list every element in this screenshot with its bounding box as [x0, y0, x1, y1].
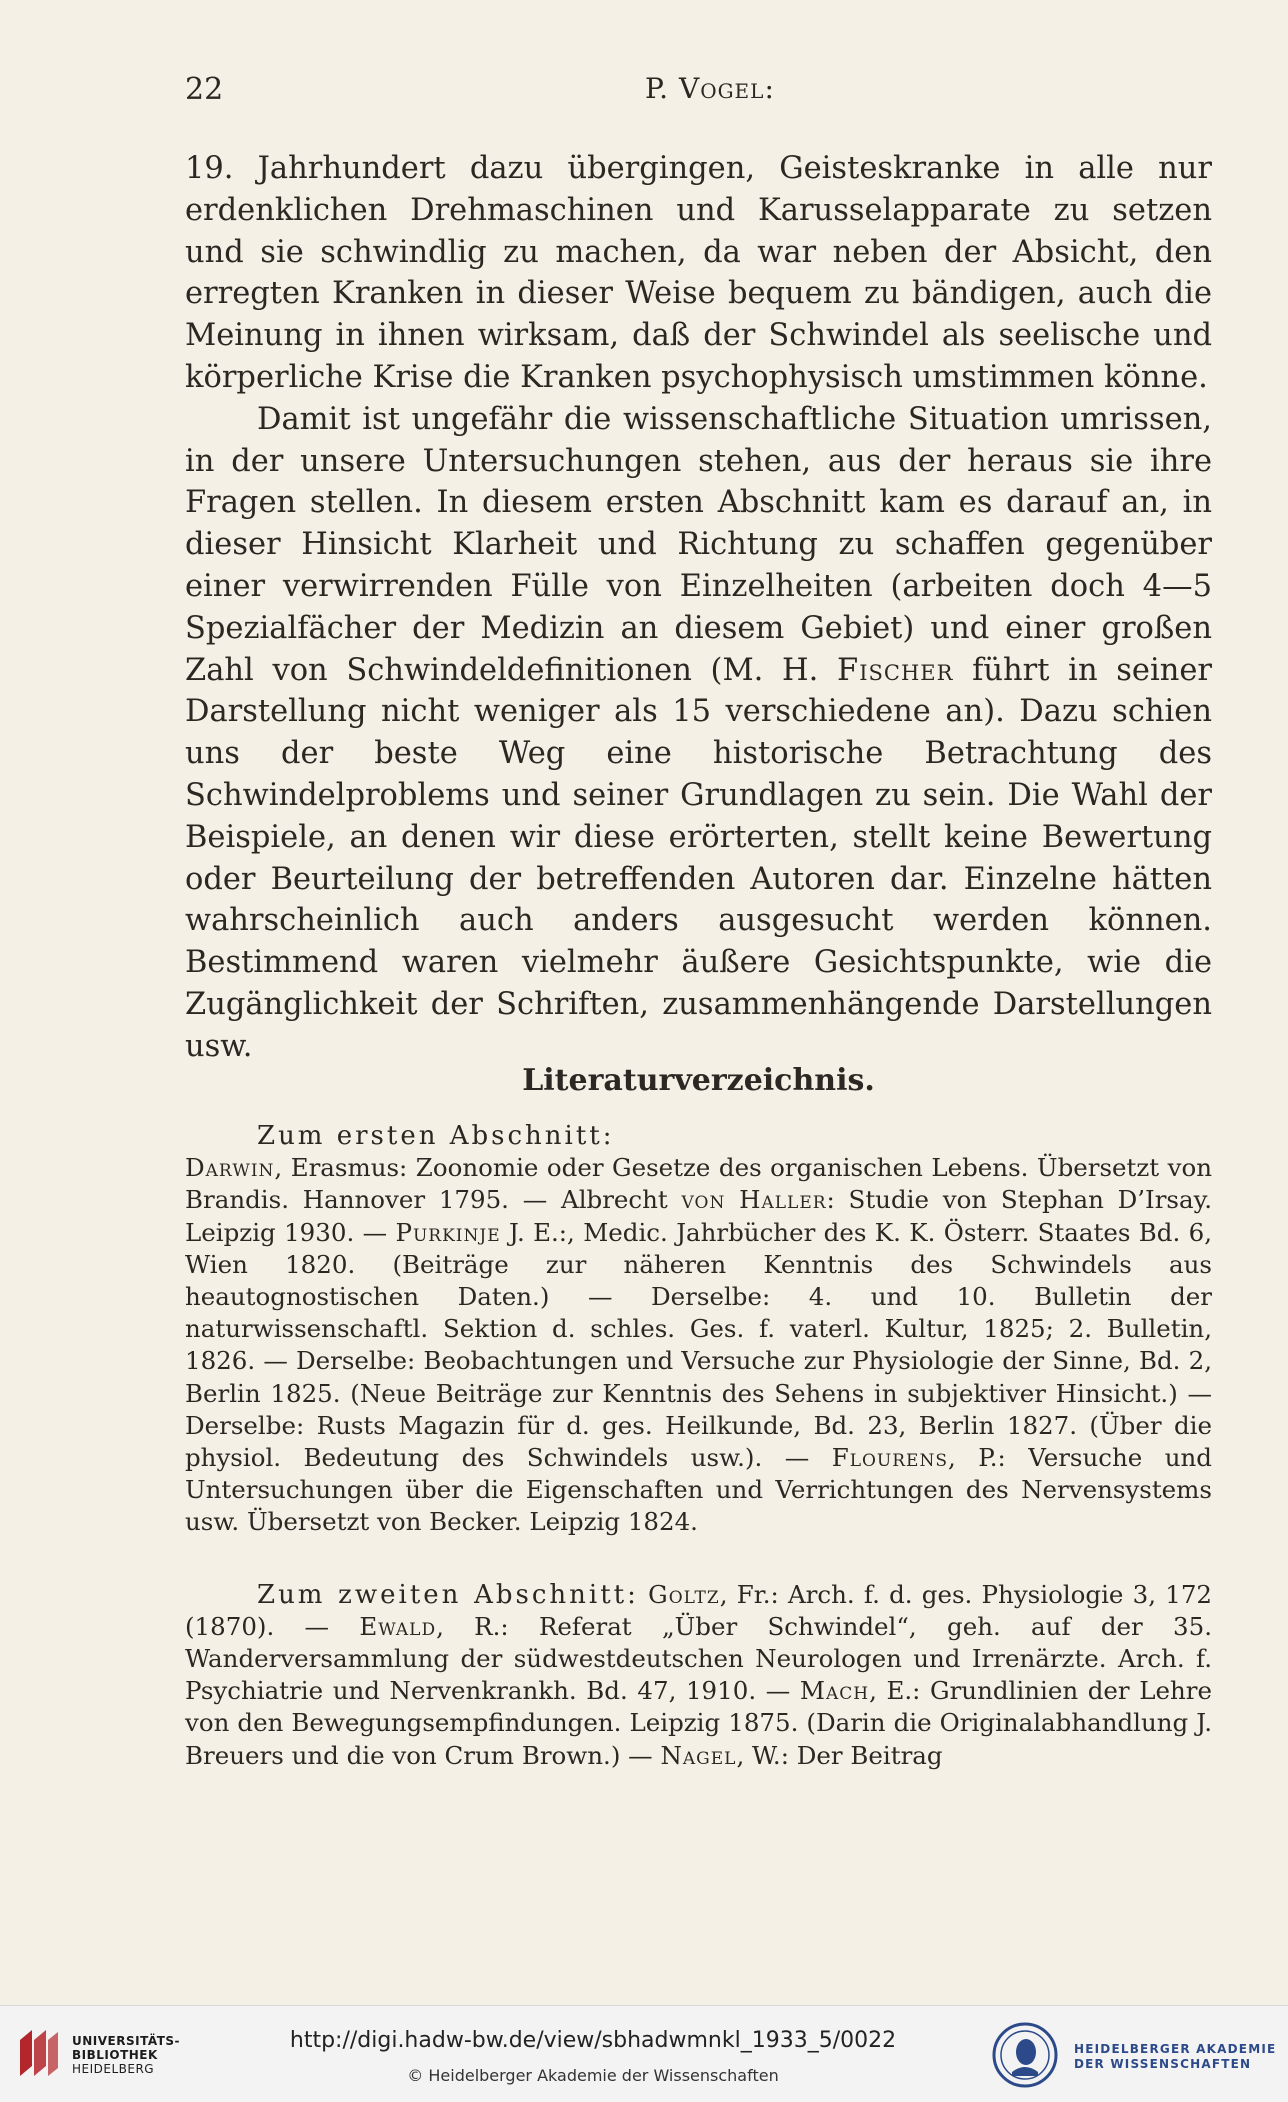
permalink-url[interactable]: http://digi.hadw-bw.de/view/sbhadwmnkl_1933_5/0022: [289, 2028, 897, 2053]
library-name-line-2: BIBLIOTHEK: [72, 2048, 158, 2062]
literature-list: [185, 1120, 1212, 1772]
academy-name-line-1: HEIDELBERGER AKADEMIE: [1074, 2042, 1277, 2056]
author-fischer: Fischer: [837, 652, 954, 688]
running-head: P. Vogel:: [645, 72, 775, 105]
library-name: [72, 2034, 180, 2076]
section-1-refs: [185, 1120, 1212, 1539]
section-2-label: Zum zweiten Abschnitt:: [257, 1579, 639, 1610]
paragraph-2-part-a: Damit ist ungefähr die wissenschaftliche Situation umrissen, in der unsere Untersuchungen stehen, aus der heraus sie ihre Fragen stellen. In diesem ersten Abschnitt kam es darauf an, in dieser Hinsicht Klarheit und Richtung zu schaffen gegenüber einer verwirrenden Fülle von Einzelheiten (arbeiten doch 4—5 Spezialfächer der Medizin an diesem Gebiet) und einer großen Zahl von Schwindeldefinitionen (M. H.: [185, 401, 1212, 688]
ref-text: , R.: Referat „Über Schwindel“, geh. auf der 35. Wanderversammlung der südwestdeutschen Neurologen und Irrenärzte. Arch. f. Psychiatrie und Nervenkrankh. Bd. 47, 1910. —: [185, 1611, 1212, 1706]
paragraph-1: 19. Jahrhundert dazu übergingen, Geisteskranke in alle nur erdenklichen Drehmaschinen und Karusselapparate zu setzen und sie schwindlig zu machen, da war neben der Absicht, den erregten Kranken in dieser Weise bequem zu bändigen, auch die Meinung in ihnen wirksam, daß der Schwindel als seelische und körperliche Krise die Kranken psychophysisch umstimmen könne.: [185, 151, 1212, 395]
ref-text: , P.: Versuche und Untersuchungen über die Eigenschaften und Verrichtungen des Nervensystems usw. Übersetzt von Becker. Leipzig 1824.: [185, 1443, 1212, 1537]
university-library-logo-icon[interactable]: [14, 2026, 62, 2082]
library-name-line-3: HEIDELBERG: [72, 2062, 155, 2076]
academy-name-line-2: DER WISSENSCHAFTEN: [1074, 2057, 1252, 2071]
academy-seal-icon[interactable]: [992, 2022, 1058, 2088]
body-text: [185, 148, 1212, 1068]
ref-author-nagel: Nagel: [660, 1740, 737, 1770]
ref-author-purkinje: Purkinje: [395, 1217, 501, 1247]
paragraph-2: [185, 399, 1212, 1068]
page-number: 22: [185, 72, 224, 107]
ref-author-mach: Mach: [799, 1676, 870, 1706]
library-name-line-1: UNIVERSITÄTS-: [72, 2034, 181, 2048]
ref-von: von: [681, 1185, 726, 1215]
ref-text: , Fr.: Arch. f. d. ges. Physiologie 3, 172 (1870). —: [185, 1579, 1213, 1641]
ref-text: , W.: Der Beitrag: [736, 1740, 943, 1770]
ref-text: J. E.:, Medic. Jahrbücher des K. K. Österr. Staates Bd. 6, Wien 1820. (Beiträge zur näheren Kenntnis des Schwindels aus heautognostischen Daten.) — Derselbe: 4. und 10. Bulletin der naturwissenschaftl. Sektion d. schles. Ges. f. vaterl. Kultur, 1825; 2. Bulletin, 1826. — Derselbe: Beobachtungen und Versuche zur Physiologie der Sinne, Bd. 2, Berlin 1825. (Neue Beiträge zur Kenntnis des Sehens in subjektiver Hinsicht.) — Derselbe: Rusts Magazin für d. ges. Heilkunde, Bd. 23, Berlin 1827. (Über die physiol. Bedeutung des Schwindels usw.). —: [185, 1217, 1213, 1473]
ref-text: , Erasmus: Zoonomie oder Gesetze des organischen Lebens. Übersetzt von Brandis. Hannover 1795. — Albrecht: [185, 1153, 1212, 1215]
ref-text: : Studie von Stephan D’Irsay. Leipzig 1930. —: [185, 1185, 1212, 1247]
viewer-footer: [0, 2005, 1288, 2102]
copyright-notice: © Heidelberger Akademie der Wissenschaften: [407, 2066, 779, 2085]
ref-author-ewald: Ewald: [359, 1611, 437, 1641]
literature-heading: Literaturverzeichnis.: [522, 1063, 875, 1098]
section-2-refs: [185, 1579, 1212, 1772]
ref-text: , E.: Grundlinien der Lehre von den Bewegungsempfindungen. Leipzig 1875. (Darin die Originalabhandlung J. Breuers und die von Crum Brown.) —: [185, 1676, 1212, 1770]
ref-author-haller: Haller: [739, 1185, 827, 1215]
page-header: [185, 72, 1210, 122]
ref-author-darwin: Darwin: [185, 1153, 275, 1183]
section-1-label: Zum ersten Abschnitt:: [257, 1121, 615, 1151]
academy-name: [1074, 2042, 1276, 2072]
paragraph-2-part-b: führt in seiner Darstellung nicht weniger als 15 verschiedene an). Dazu schien uns der beste Weg eine historische Betrachtung des Schwindelproblems und seiner Grundlagen zu sein. Die Wahl der Beispiele, an denen wir diese erörterten, stellt keine Bewertung oder Beurteilung der betreffenden Autoren dar. Einzelne hätten wahrscheinlich auch anders ausgesucht werden können. Bestimmend waren vielmehr äußere Gesichtspunkte, wie die Zugänglichkeit der Schriften, zusammenhängende Darstellungen usw.: [185, 652, 1212, 1064]
ref-author-flourens: Flourens: [831, 1443, 948, 1473]
ref-author-goltz: Goltz: [648, 1579, 720, 1609]
